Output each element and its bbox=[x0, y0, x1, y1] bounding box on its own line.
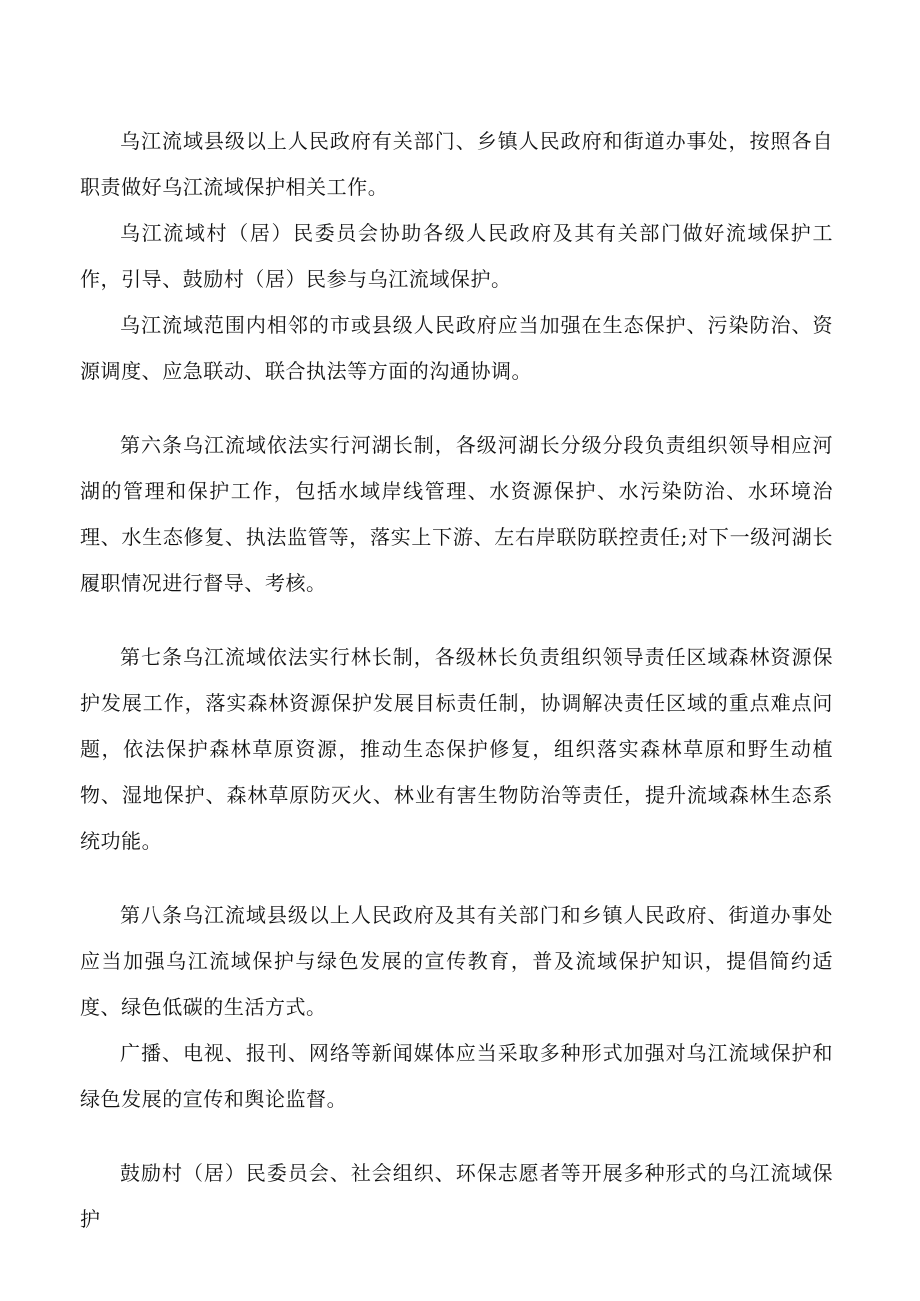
paragraph-media: 广播、电视、报刊、网络等新闻媒体应当采取多种形式加强对乌江流域保护和绿色发展的宣传和舆论监督。 bbox=[80, 1041, 833, 1111]
section-gap bbox=[80, 1122, 833, 1150]
article-7-paragraph: 第七条乌江流域依法实行林长制，各级林长负责组织领导责任区域森林资源保护发展工作，落实森林资源保护发展目标责任制，协调解决责任区域的重点难点问题，依法保护森林草原资源，推动生态保护修复，组织落实森林草原和野生动植物、湿地保护、森林草原防灭火、林业有害生物防治等责任，提升流域森林生态系统功能。 bbox=[80, 645, 833, 853]
paragraph-encourage: 鼓励村（居）民委员会、社会组织、环保志愿者等开展多种形式的乌江流域保护 bbox=[80, 1161, 833, 1231]
section-gap bbox=[80, 864, 833, 892]
document-body bbox=[80, 118, 833, 1242]
article-8-paragraph: 第八条乌江流域县级以上人民政府及其有关部门和乡镇人民政府、街道办事处应当加强乌江流域保护与绿色发展的宣传教育，普及流域保护知识，提倡简约适度、绿色低碳的生活方式。 bbox=[80, 903, 833, 1019]
article-6-paragraph: 第六条乌江流域依法实行河湖长制，各级河湖长分级分段负责组织领导相应河湖的管理和保护工作，包括水域岸线管理、水资源保护、水污染防治、水环境治理、水生态修复、执法监管等，落实上下游、左右岸联防联控责任;对下一级河湖长履职情况进行督导、考核。 bbox=[80, 433, 833, 595]
paragraph-1: 乌江流域县级以上人民政府有关部门、乡镇人民政府和街道办事处，按照各自职责做好乌江流域保护相关工作。 bbox=[80, 129, 833, 199]
section-gap bbox=[80, 394, 833, 422]
paragraph-3: 乌江流域范围内相邻的市或县级人民政府应当加强在生态保护、污染防治、资源调度、应急联动、联合执法等方面的沟通协调。 bbox=[80, 313, 833, 383]
section-gap bbox=[80, 606, 833, 634]
paragraph-2: 乌江流域村（居）民委员会协助各级人民政府及其有关部门做好流域保护工作，引导、鼓励村（居）民参与乌江流域保护。 bbox=[80, 221, 833, 291]
